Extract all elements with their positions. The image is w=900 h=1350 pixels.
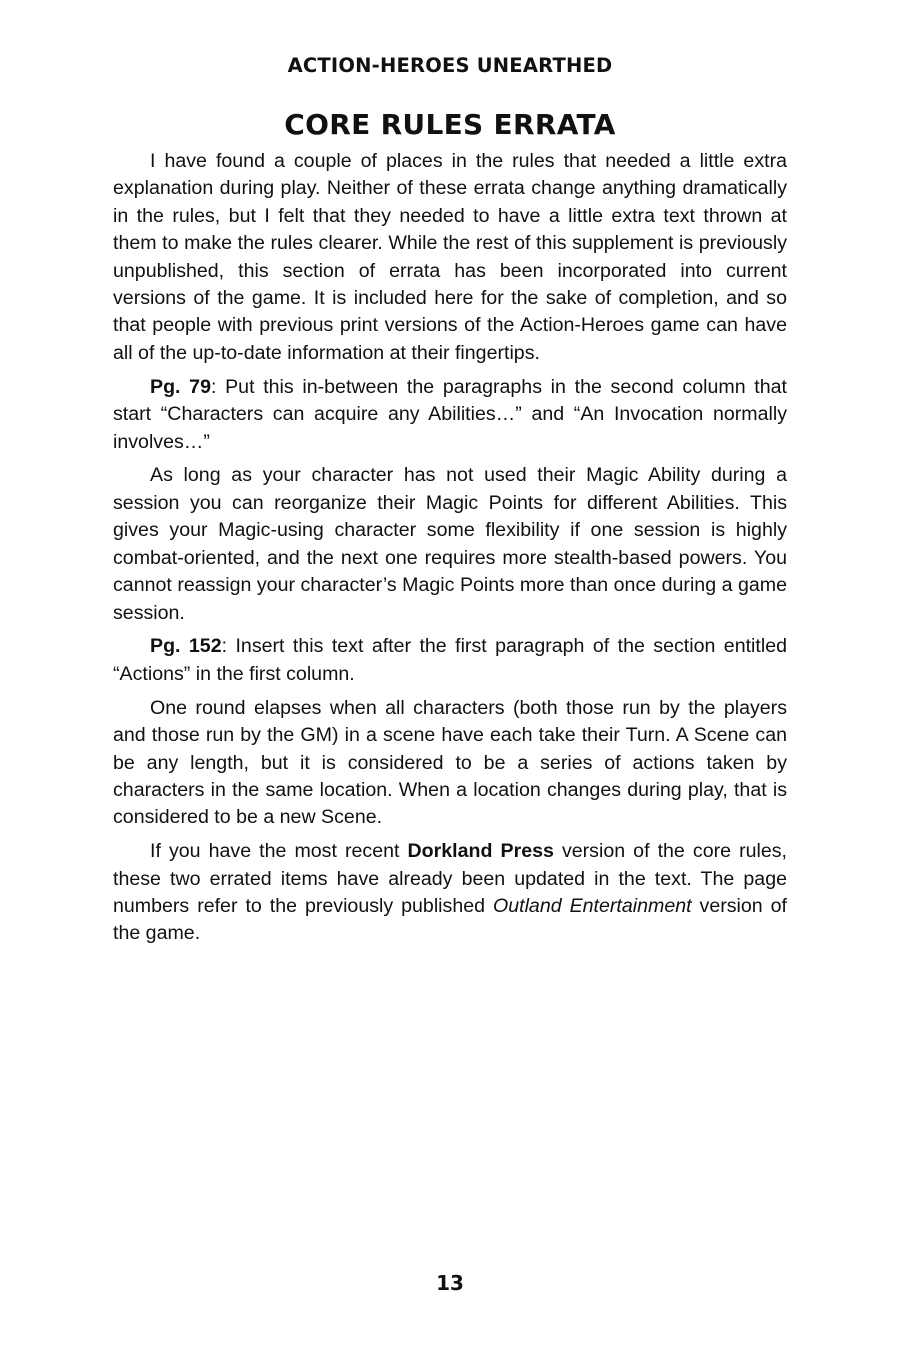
page-number: 13 xyxy=(436,1271,464,1295)
closing-paragraph xyxy=(113,838,787,948)
erratum-2-page-ref: Pg. 152 xyxy=(150,635,222,658)
erratum-2-instruction-paragraph xyxy=(113,633,787,688)
body-text xyxy=(113,148,787,954)
intro-paragraph: I have found a couple of places in the rules that needed a little extra explanation during play. Neither of these errata change anything dramatically in the rules, but I felt that they needed to have a little extra text thrown at them to make the rules clearer. While the rest of this supplement is previously unpublished, this section of errata has been incorporated into current versions of the game. It is included here for the sake of completion, and so that people with previous print versions of the Action-Heroes game can have all of the up-to-date information at their fingertips. xyxy=(113,150,787,364)
publisher-new: Dorkland Press xyxy=(407,840,554,863)
erratum-1-page-ref: Pg. 79 xyxy=(150,375,211,398)
closing-text-part-1: If you have the most recent xyxy=(150,840,408,863)
section-title: CORE RULES ERRATA xyxy=(284,108,616,141)
erratum-1-instruction-paragraph xyxy=(113,374,787,456)
publisher-old: Outland Entertainment xyxy=(492,895,692,918)
erratum-2-instruction: : Insert this text after the first paragraph of the section entitled “Actions” in the first column. xyxy=(113,635,787,685)
closing-text-part-3: version of the game. xyxy=(113,895,787,945)
erratum-2-text-paragraph: One round elapses when all characters (both those run by the players and those run by the GM) in a scene have each take their Turn. A Scene can be any length, but it is considered to be a series of actions taken by characters in the same location. When a location changes during play, that is considered to be a new Scene. xyxy=(113,696,787,829)
running-head: ACTION-HEROES UNEARTHED xyxy=(287,54,613,77)
erratum-1-text-paragraph: As long as your character has not used their Magic Ability during a session you can reorganize their Magic Points for different Abilities. This gives your Magic-using character some flexibility if one session is highly combat-oriented, and the next one requires more stealth-based powers. You cannot reassign your character’s Magic Points more than once during a game session. xyxy=(113,464,787,624)
closing-text-part-2: version of the core rules, these two errated items have already been updated in the text. The page numbers refer to the previously published xyxy=(113,840,787,918)
erratum-1-instruction: : Put this in-between the paragraphs in the second column that start “Characters can acquire any Abilities…” and “An Invocation normally involves…” xyxy=(113,375,787,453)
